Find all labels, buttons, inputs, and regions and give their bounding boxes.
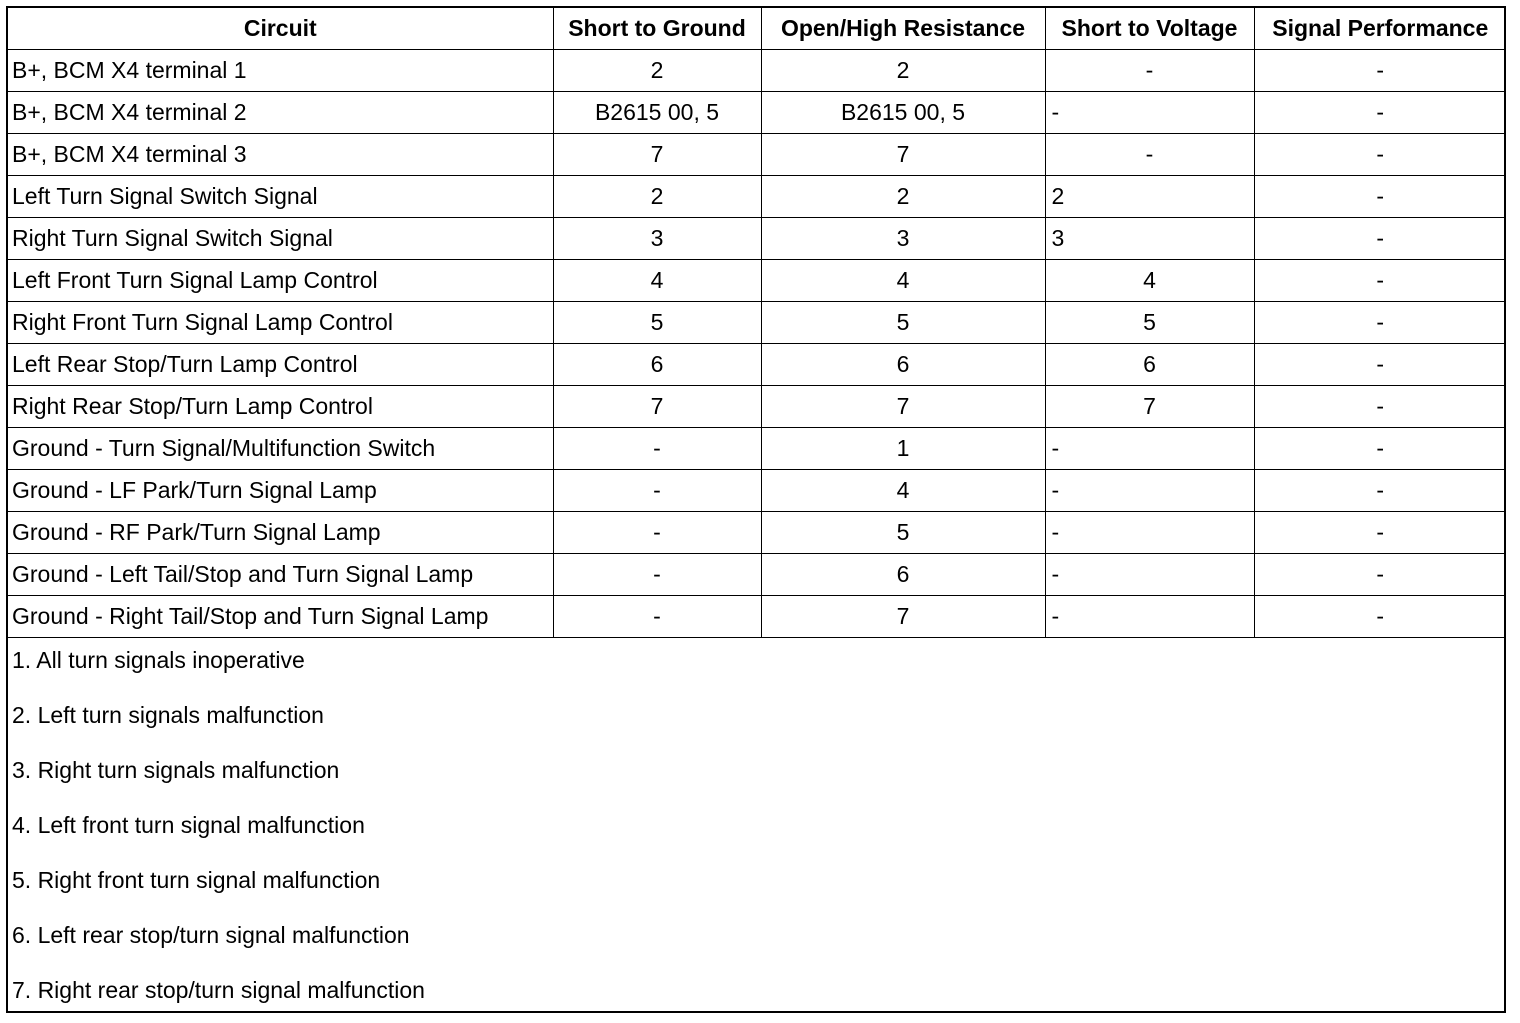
cell-circuit: B+, BCM X4 terminal 2	[8, 92, 553, 134]
table-row	[8, 428, 1506, 470]
cell-short-to-voltage: -	[1045, 554, 1254, 596]
cell-short-to-ground: -	[553, 428, 761, 470]
cell-open-high-resistance: 6	[761, 554, 1045, 596]
cell-circuit: Right Turn Signal Switch Signal	[8, 218, 553, 260]
cell-short-to-ground: 2	[553, 50, 761, 92]
cell-circuit: Ground - Turn Signal/Multifunction Switch	[8, 428, 553, 470]
cell-signal-performance: -	[1254, 302, 1506, 344]
cell-signal-performance: -	[1254, 386, 1506, 428]
cell-circuit: Ground - LF Park/Turn Signal Lamp	[8, 470, 553, 512]
cell-signal-performance: -	[1254, 512, 1506, 554]
cell-short-to-ground: 3	[553, 218, 761, 260]
cell-open-high-resistance: 5	[761, 302, 1045, 344]
circuit-fault-table	[8, 8, 1506, 638]
cell-signal-performance: -	[1254, 218, 1506, 260]
cell-open-high-resistance: 1	[761, 428, 1045, 470]
cell-open-high-resistance: 2	[761, 50, 1045, 92]
table-row	[8, 470, 1506, 512]
cell-signal-performance: -	[1254, 92, 1506, 134]
note-item: 7. Right rear stop/turn signal malfunction	[12, 977, 425, 1003]
cell-short-to-voltage: 2	[1045, 176, 1254, 218]
cell-short-to-ground: 2	[553, 176, 761, 218]
cell-open-high-resistance: 7	[761, 596, 1045, 638]
cell-open-high-resistance: 2	[761, 176, 1045, 218]
note-item: 6. Left rear stop/turn signal malfunction	[12, 922, 410, 948]
cell-signal-performance: -	[1254, 470, 1506, 512]
cell-signal-performance: -	[1254, 176, 1506, 218]
cell-open-high-resistance: 3	[761, 218, 1045, 260]
cell-short-to-voltage: -	[1045, 134, 1254, 176]
cell-circuit: Left Rear Stop/Turn Lamp Control	[8, 344, 553, 386]
note-item: 3. Right turn signals malfunction	[12, 757, 340, 783]
cell-circuit: Ground - Right Tail/Stop and Turn Signal Lamp	[8, 596, 553, 638]
notes-list	[8, 638, 1504, 1023]
cell-open-high-resistance: 7	[761, 134, 1045, 176]
cell-circuit: Left Turn Signal Switch Signal	[8, 176, 553, 218]
table-row	[8, 176, 1506, 218]
cell-short-to-voltage: 6	[1045, 344, 1254, 386]
table-row	[8, 512, 1506, 554]
header-row	[8, 8, 1506, 50]
header-circuit: Circuit	[8, 8, 553, 50]
header-signal-performance: Signal Performance	[1254, 8, 1506, 50]
note-item: 5. Right front turn signal malfunction	[12, 867, 381, 893]
cell-short-to-ground: 4	[553, 260, 761, 302]
cell-circuit: Right Front Turn Signal Lamp Control	[8, 302, 553, 344]
table-row	[8, 218, 1506, 260]
cell-circuit: Right Rear Stop/Turn Lamp Control	[8, 386, 553, 428]
table-row	[8, 596, 1506, 638]
header-short-to-ground: Short to Ground	[553, 8, 761, 50]
table-row	[8, 134, 1506, 176]
cell-open-high-resistance: 4	[761, 470, 1045, 512]
table-row	[8, 260, 1506, 302]
cell-short-to-voltage: 4	[1045, 260, 1254, 302]
cell-signal-performance: -	[1254, 596, 1506, 638]
note-item: 2. Left turn signals malfunction	[12, 702, 324, 728]
cell-open-high-resistance: 4	[761, 260, 1045, 302]
cell-short-to-voltage: -	[1045, 50, 1254, 92]
cell-signal-performance: -	[1254, 428, 1506, 470]
cell-short-to-voltage: -	[1045, 596, 1254, 638]
cell-short-to-ground: -	[553, 596, 761, 638]
cell-circuit: Ground - Left Tail/Stop and Turn Signal Lamp	[8, 554, 553, 596]
cell-signal-performance: -	[1254, 344, 1506, 386]
cell-open-high-resistance: 7	[761, 386, 1045, 428]
cell-circuit: B+, BCM X4 terminal 1	[8, 50, 553, 92]
table-row	[8, 302, 1506, 344]
cell-open-high-resistance: 6	[761, 344, 1045, 386]
cell-short-to-ground: -	[553, 554, 761, 596]
cell-short-to-voltage: 7	[1045, 386, 1254, 428]
note-item: 1. All turn signals inoperative	[12, 647, 305, 673]
cell-short-to-ground: -	[553, 470, 761, 512]
cell-short-to-voltage: 5	[1045, 302, 1254, 344]
table-row	[8, 554, 1506, 596]
cell-short-to-ground: 5	[553, 302, 761, 344]
cell-short-to-ground: 7	[553, 134, 761, 176]
cell-short-to-voltage: -	[1045, 470, 1254, 512]
cell-short-to-ground: B2615 00, 5	[553, 92, 761, 134]
diagnostic-page	[6, 6, 1506, 1013]
note-item: 4. Left front turn signal malfunction	[12, 812, 365, 838]
cell-open-high-resistance: B2615 00, 5	[761, 92, 1045, 134]
cell-short-to-voltage: -	[1045, 428, 1254, 470]
cell-circuit: B+, BCM X4 terminal 3	[8, 134, 553, 176]
table-row	[8, 92, 1506, 134]
header-open-high-resistance: Open/High Resistance	[761, 8, 1045, 50]
table-row	[8, 386, 1506, 428]
table-body	[8, 50, 1506, 638]
cell-signal-performance: -	[1254, 50, 1506, 92]
cell-circuit: Ground - RF Park/Turn Signal Lamp	[8, 512, 553, 554]
cell-signal-performance: -	[1254, 260, 1506, 302]
cell-short-to-voltage: -	[1045, 512, 1254, 554]
cell-short-to-voltage: 3	[1045, 218, 1254, 260]
cell-short-to-ground: 6	[553, 344, 761, 386]
table-row	[8, 344, 1506, 386]
table-row	[8, 50, 1506, 92]
cell-short-to-ground: -	[553, 512, 761, 554]
cell-signal-performance: -	[1254, 554, 1506, 596]
cell-short-to-ground: 7	[553, 386, 761, 428]
cell-open-high-resistance: 5	[761, 512, 1045, 554]
cell-signal-performance: -	[1254, 134, 1506, 176]
cell-circuit: Left Front Turn Signal Lamp Control	[8, 260, 553, 302]
header-short-to-voltage: Short to Voltage	[1045, 8, 1254, 50]
cell-short-to-voltage: -	[1045, 92, 1254, 134]
